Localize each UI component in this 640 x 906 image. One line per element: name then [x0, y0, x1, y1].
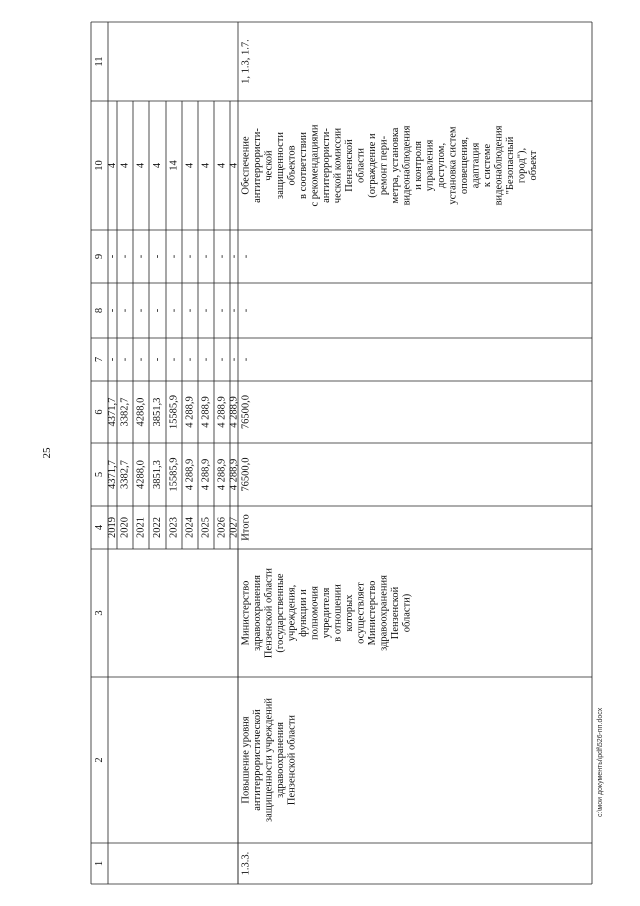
indicator-description-line: видеонаблюдения — [493, 125, 505, 206]
year-cell: 2021 — [135, 517, 147, 538]
indicator-value-cell: 4 — [151, 162, 163, 169]
col7-cell: - — [106, 357, 118, 362]
executor-line: Пензенской — [389, 586, 401, 640]
col8-cell: - — [184, 308, 196, 313]
column-number-6: 6 — [93, 409, 105, 415]
year-cell: 2023 — [168, 517, 180, 538]
indicator-description-line: Обеспечение — [240, 136, 252, 195]
col8-cell: - — [216, 308, 228, 313]
executor-line: которых — [343, 594, 355, 632]
col9-cell: - — [184, 254, 196, 259]
year-cell: 2022 — [151, 517, 163, 538]
indicator-value-cell: 4 — [119, 162, 131, 169]
total-col7-cell: - — [240, 357, 252, 362]
executor-line: полномочия — [309, 586, 321, 640]
indicator-description-line: ческой комиссии — [332, 127, 344, 204]
col7-cell: - — [119, 357, 131, 362]
total-col9-cell: - — [240, 254, 252, 259]
col7-cell: - — [228, 357, 240, 362]
indicator-description-line: и контроля — [412, 141, 424, 190]
col7-cell: - — [168, 357, 180, 362]
grand-regional-cell: 76500,0 — [240, 394, 252, 430]
year-cell: 2025 — [200, 517, 212, 538]
total-cell: 4 288,9 — [228, 458, 240, 491]
indicator-description-line: в соответствии — [297, 132, 309, 199]
column-number-4: 4 — [93, 524, 105, 531]
executor-line: Пензенской области — [263, 567, 275, 659]
indicator-description-line: "Безопасный — [504, 136, 516, 195]
total-col8-cell: - — [240, 308, 252, 313]
indicator-description-line: оповещения, — [458, 136, 470, 195]
measure-name-line: антитеррористической — [251, 709, 263, 811]
indicator-description-line: (ограждение и — [366, 133, 378, 198]
indicator-description-line: установка систем — [447, 126, 459, 205]
col8-cell: - — [119, 308, 131, 313]
total-cell: 4 288,9 — [184, 458, 196, 491]
measure-name-line: здравоохранения — [274, 722, 286, 798]
indicator-description-line: Пензенской — [343, 139, 355, 192]
page-number: 25 — [41, 447, 53, 459]
col8-cell: - — [106, 308, 118, 313]
indicator-description-line: объект — [527, 150, 539, 181]
regional-cell: 4 288,9 — [216, 396, 228, 428]
col8-cell: - — [135, 308, 147, 313]
indicator-description-line: защищенности — [274, 132, 286, 199]
regional-cell: 4371,7 — [106, 397, 118, 427]
year-cell: 2027 — [228, 517, 240, 538]
executor-line: Министерство — [366, 580, 378, 646]
measure-name-line: Пензенской области — [286, 714, 298, 806]
regional-cell: 4 288,9 — [200, 396, 212, 428]
indicator-description-line: ремонт пери- — [378, 135, 390, 196]
col9-cell: - — [228, 254, 240, 259]
regional-cell: 15585,9 — [168, 394, 180, 430]
indicator-description-line: антитеррористи- — [251, 128, 263, 203]
executor-line: (государственные — [274, 573, 286, 653]
col8-cell: - — [151, 308, 163, 313]
column-number-10: 10 — [93, 160, 105, 171]
indicator-description-line: с рекомендациями — [309, 124, 321, 207]
col7-cell: - — [216, 357, 228, 362]
column-number-5: 5 — [93, 471, 105, 478]
col9-cell: - — [216, 254, 228, 259]
regional-cell: 3382,7 — [119, 397, 131, 427]
total-label-cell: Итого — [240, 514, 252, 541]
column-number-1: 1 — [93, 860, 105, 867]
col7-cell: - — [151, 357, 163, 362]
regional-cell: 4 288,9 — [184, 396, 196, 428]
indicator-value-cell: 4 — [135, 162, 147, 169]
column-number-2: 2 — [93, 757, 105, 763]
year-cell: 2026 — [216, 517, 228, 538]
col7-cell: - — [200, 357, 212, 362]
column-number-9: 9 — [93, 253, 105, 260]
indicator-description-line: управления — [424, 139, 436, 192]
col9-cell: - — [106, 254, 118, 259]
executor-line: осуществляет — [355, 582, 367, 644]
year-cell: 2019 — [106, 517, 118, 538]
grand-total-cell: 76500,0 — [240, 457, 252, 492]
executor-line: учреждения, — [286, 584, 298, 642]
col8-cell: - — [200, 308, 212, 313]
indicator-description-line: видеонаблюдения — [401, 125, 413, 206]
column-number-11: 11 — [93, 56, 105, 67]
executor-line: в отношении — [332, 584, 344, 642]
col8-cell: - — [168, 308, 180, 313]
indicator-description-line: к системе — [481, 143, 493, 188]
total-cell: 4 288,9 — [200, 458, 212, 491]
total-cell: 4288,0 — [135, 460, 147, 489]
footer-text: c:\мои документы\pdf\526-пп.docx — [597, 707, 604, 817]
regional-cell: 4288,0 — [135, 397, 147, 427]
executor-line: учредителя — [320, 587, 332, 639]
indicator-description-line: области — [355, 147, 367, 184]
indicator-reference: 1, 1.3, 1.7. — [240, 39, 252, 84]
indicator-description-line: ческой — [263, 150, 275, 181]
col9-cell: - — [168, 254, 180, 259]
column-number-3: 3 — [93, 610, 105, 616]
executor-line: функции и — [297, 589, 309, 637]
indicator-value-cell: 4 — [184, 162, 196, 169]
total-cell: 15585,9 — [168, 457, 180, 492]
col8-cell: - — [228, 308, 240, 313]
indicator-value-cell: 4 — [200, 162, 212, 169]
indicator-value-cell: 4 — [228, 162, 240, 169]
year-cell: 2020 — [119, 517, 131, 538]
col9-cell: - — [200, 254, 212, 259]
executor-line: Министерство — [240, 580, 252, 646]
col7-cell: - — [184, 357, 196, 362]
indicator-description-line: адаптация — [470, 142, 482, 189]
regional-cell: 4 288,9 — [228, 396, 240, 428]
column-number-8: 8 — [93, 307, 105, 314]
indicator-description-line: доступом, — [435, 142, 447, 189]
regional-cell: 3851,3 — [151, 397, 163, 427]
indicator-value-cell: 14 — [168, 160, 180, 171]
col9-cell: - — [119, 254, 131, 259]
total-cell: 3382,7 — [119, 460, 131, 489]
row-number: 1.3.3. — [240, 851, 252, 876]
col9-cell: - — [135, 254, 147, 259]
executor-line: здравоохранения — [251, 575, 263, 651]
year-cell: 2024 — [184, 517, 196, 538]
col9-cell: - — [151, 254, 163, 259]
column-number-7: 7 — [93, 356, 105, 363]
total-cell: 3851,3 — [151, 460, 163, 489]
indicator-description-line: объектов — [286, 145, 298, 186]
indicator-description-line: метра, установка — [389, 127, 401, 204]
executor-line: здравоохранения — [378, 575, 390, 651]
total-cell: 4 288,9 — [216, 458, 228, 491]
total-cell: 4371,7 — [106, 460, 118, 489]
measure-name-line: Повышение уровня — [240, 716, 252, 804]
indicator-description-line: город"), — [516, 147, 528, 184]
executor-line: области) — [401, 593, 413, 633]
indicator-value-cell: 4 — [106, 162, 118, 169]
col7-cell: - — [135, 357, 147, 362]
measure-name-line: защищенности учреждений — [263, 697, 275, 823]
indicator-value-cell: 4 — [216, 162, 228, 169]
indicator-description-line: антитеррористи- — [320, 128, 332, 203]
